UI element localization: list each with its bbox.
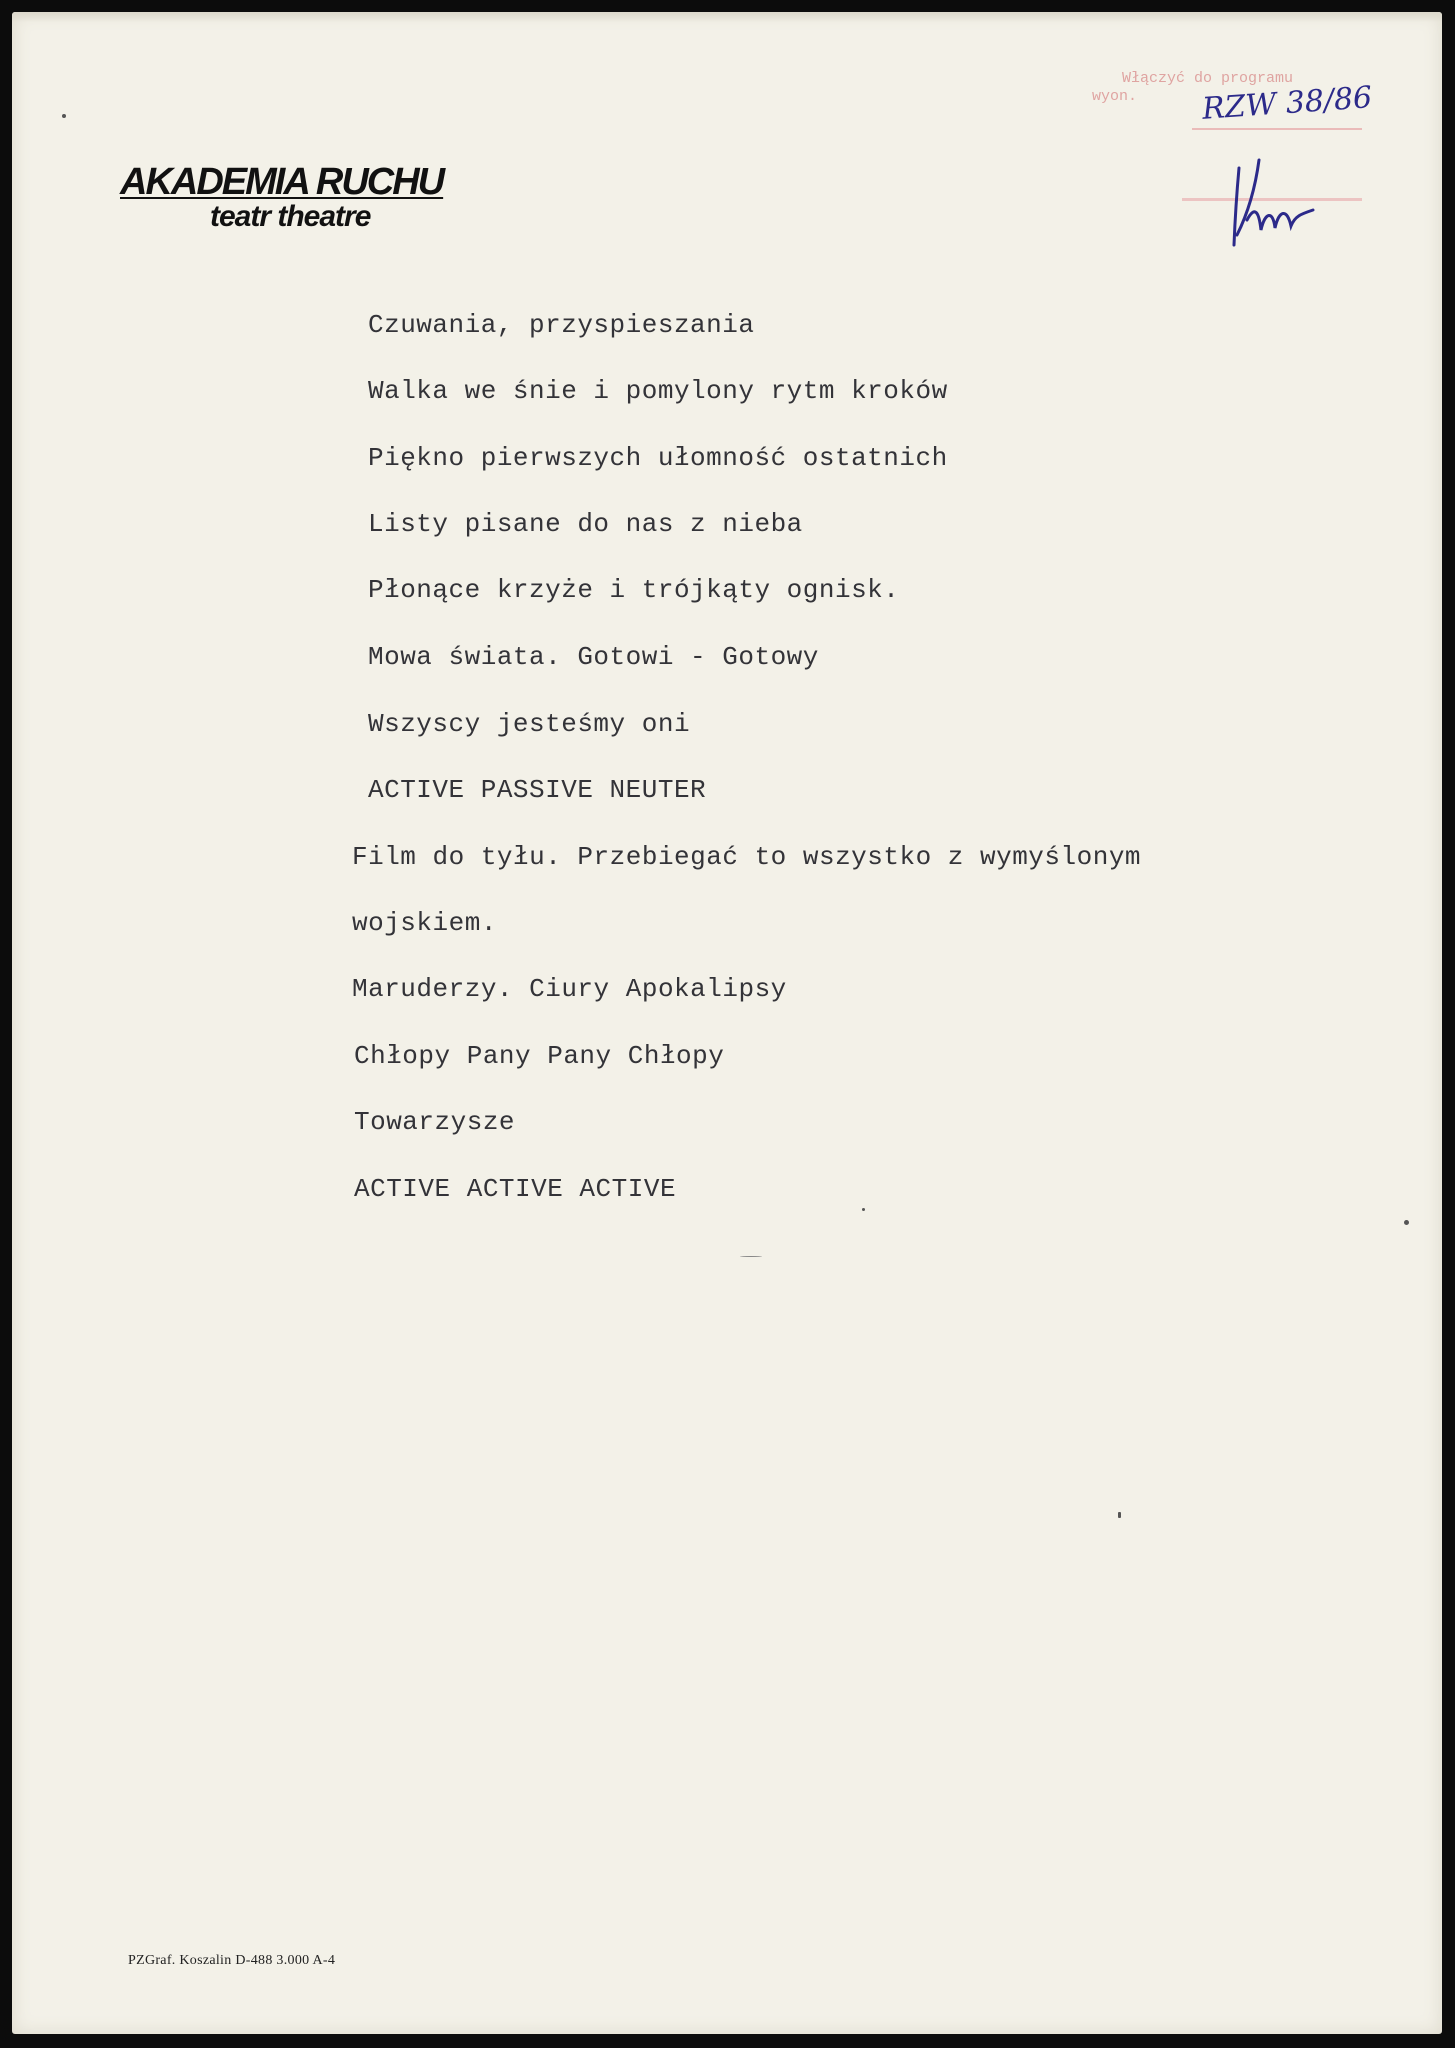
paper-speck (1404, 1220, 1409, 1225)
stamp-rule (1192, 128, 1362, 130)
typed-line: wojskiem. (352, 908, 497, 938)
paper-speck (62, 114, 66, 118)
paper-speck (740, 1256, 762, 1257)
typed-line: Walka we śnie i pomylony rytm kroków (368, 376, 948, 406)
typed-line: Film do tyłu. Przebiegać to wszystko z wymyślonym (352, 842, 1142, 872)
paper-speck (1118, 1512, 1121, 1518)
typed-line: ACTIVE PASSIVE NEUTER (368, 775, 707, 805)
letterhead-subtitle: teatr theatre (210, 200, 371, 233)
paper-speck (862, 1208, 865, 1211)
typed-line: Mowa świata. Gotowi - Gotowy (368, 642, 819, 672)
handwritten-reference: RZW 38/86 (1200, 80, 1374, 127)
stamp-line-1: Włączyć do programu (1122, 70, 1294, 87)
typed-line: ACTIVE ACTIVE ACTIVE (354, 1174, 677, 1204)
letterhead-name (120, 162, 450, 202)
typed-line: Czuwania, przyspieszania (368, 310, 755, 340)
typed-line: Towarzysze (354, 1107, 516, 1137)
stamp-line-2: wyon. (1092, 88, 1138, 105)
typed-line: Piękno pierwszych ułomność ostatnich (368, 443, 948, 473)
letterhead (120, 162, 450, 232)
typed-line: Chłopy Pany Pany Chłopy (354, 1041, 725, 1071)
handwritten-signature (1217, 150, 1327, 260)
typed-line: Maruderzy. Ciury Apokalipsy (352, 974, 787, 1004)
typed-line: Płonące krzyże i trójkąty ognisk. (368, 575, 900, 605)
printer-imprint: PZGraf. Koszalin D-488 3.000 A-4 (128, 1953, 336, 1968)
typed-line: Wszyscy jesteśmy oni (368, 709, 691, 739)
letterhead-name-text: AKADEMIA RUCHU (120, 161, 444, 203)
paper-sheet (12, 12, 1442, 2034)
typed-line: Listy pisane do nas z nieba (368, 509, 803, 539)
